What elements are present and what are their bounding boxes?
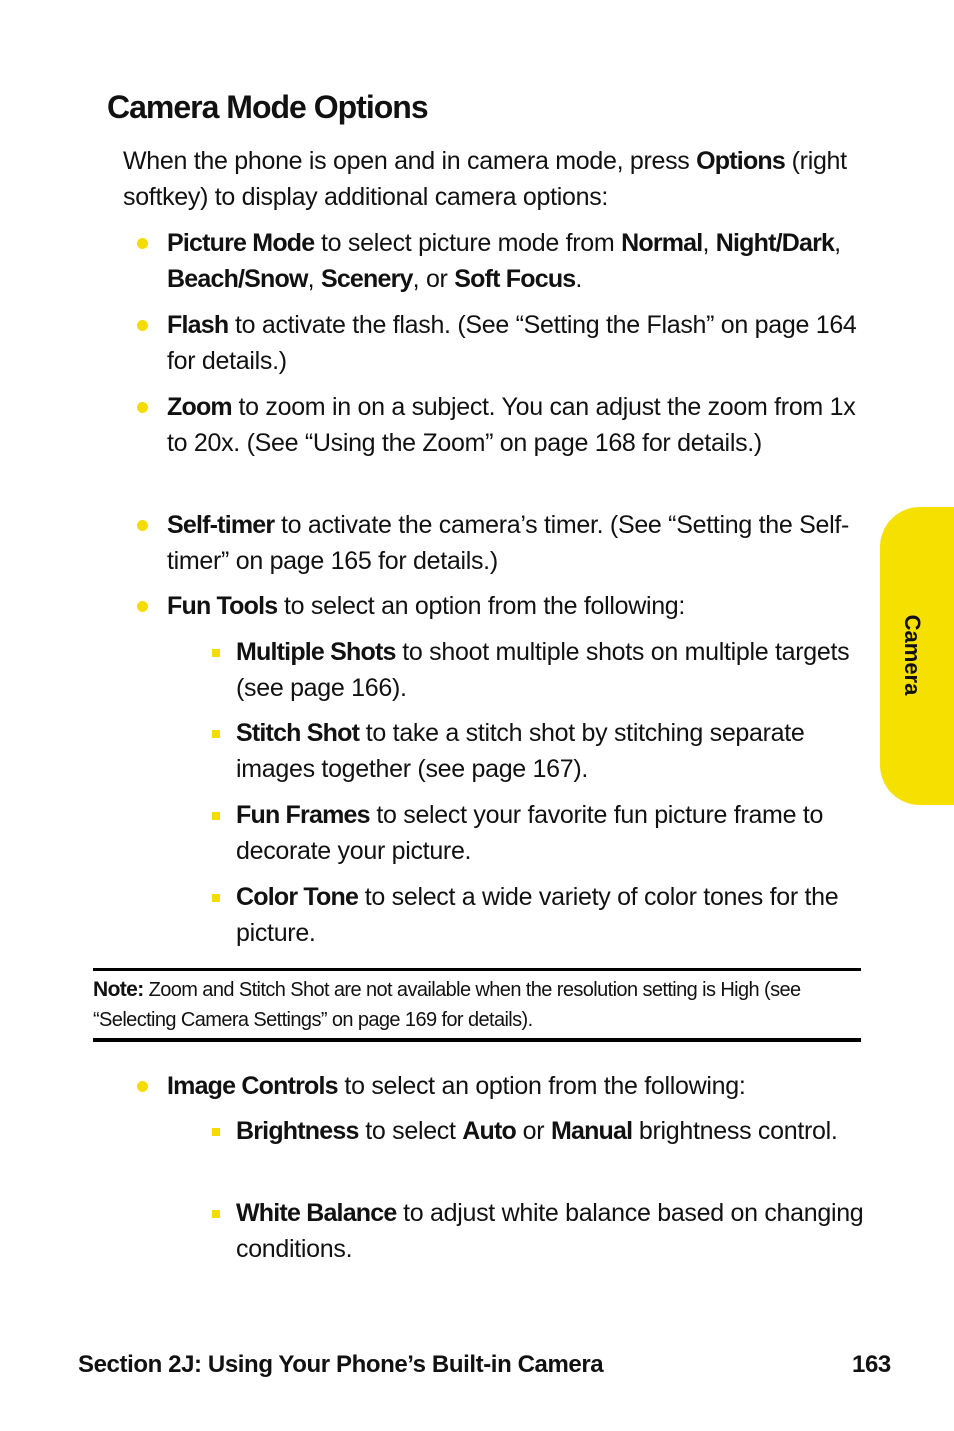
separator: , [702,229,716,257]
bullet-term: Fun Tools [167,592,278,620]
sub-item-text: to adjust white balance based on changing conditions. [236,1199,864,1263]
footer-section-title: Section 2J: Using Your Phone’s Built-in Camera [78,1351,604,1378]
bullet-text: to activate the camera’s timer. (See “Setting the Self-timer” on page 165 for details.) [167,511,849,575]
bullet-picture-mode [167,225,867,297]
sub-item-term: White Balance [236,1199,397,1227]
sub-item-text: to select your favorite fun picture frame to decorate your picture. [236,801,824,865]
bullet-term: Image Controls [167,1072,338,1100]
bullet-text: to activate the flash. (See “Setting the Flash” on page 164 for details.) [167,311,857,375]
bullet-image-controls [167,1068,867,1104]
option-normal: Normal [621,229,703,257]
sub-item-text: or [516,1117,551,1145]
intro-text-end: (right softkey) to display additional camera options: [123,147,847,211]
sub-item-term: Fun Frames [236,801,370,829]
sub-item-text: brightness control. [632,1117,838,1145]
bullet-self-timer [167,507,867,579]
bullet-zoom [167,389,867,461]
options-keyword: Options [696,147,785,175]
option-manual: Manual [550,1117,633,1145]
sub-item-text: to select a wide variety of color tones for the picture. [236,883,839,947]
sub-item-term: Multiple Shots [236,638,396,666]
sub-item-stitch-shot [236,715,866,787]
bullet-text: to select picture mode from [314,229,622,257]
intro-text: When the phone is open and in camera mode, press [123,147,697,175]
separator: , or [412,265,455,293]
option-soft-focus: Soft Focus [454,265,576,293]
separator: . [575,265,583,293]
separator: , [307,265,321,293]
bullet-text: to select an option from the following: [337,1072,746,1100]
sub-item-multiple-shots [236,634,866,706]
bullet-term: Picture Mode [167,229,315,257]
option-auto: Auto [462,1117,517,1145]
side-tab-label: Camera [900,614,925,696]
sub-item-brightness [236,1113,866,1149]
bullet-term: Zoom [167,393,232,421]
separator: , [834,229,841,257]
footer-page-number: 163 [852,1351,891,1378]
sub-item-white-balance [236,1195,866,1267]
sub-item-term: Color Tone [236,883,359,911]
sub-item-text: to shoot multiple shots on multiple targets (see page 166). [236,638,850,702]
option-night-dark: Night/Dark [715,229,835,257]
sub-item-term: Stitch Shot [236,719,360,747]
option-scenery: Scenery [320,265,413,293]
sub-item-text: to take a stitch shot by stitching separate images together (see page 167). [236,719,805,783]
bullet-text: to zoom in on a subject. You can adjust the zoom from 1x to 20x. (See “Using the Zoom” on page 168 for details.) [167,393,856,457]
sub-item-fun-frames [236,797,866,869]
bullet-term: Self-timer [167,511,275,539]
sub-item-term: Brightness [236,1117,359,1145]
note-label: Note: [93,978,144,1001]
bullet-fun-tools [167,588,867,624]
bullet-flash [167,307,867,379]
bullet-text: to select an option from the following: [277,592,686,620]
bullet-term: Flash [167,311,229,339]
option-beach-snow: Beach/Snow [167,265,308,293]
intro-paragraph [123,143,853,215]
sub-item-text: to select [358,1117,463,1145]
note-box [93,968,861,1042]
sub-item-color-tone [236,879,866,951]
page-title: Camera Mode Options [107,89,428,125]
note-text: Zoom and Stitch Shot are not available when the resolution setting is High (see “Selecting Camera Settings” on page 169 for details). [93,979,801,1031]
